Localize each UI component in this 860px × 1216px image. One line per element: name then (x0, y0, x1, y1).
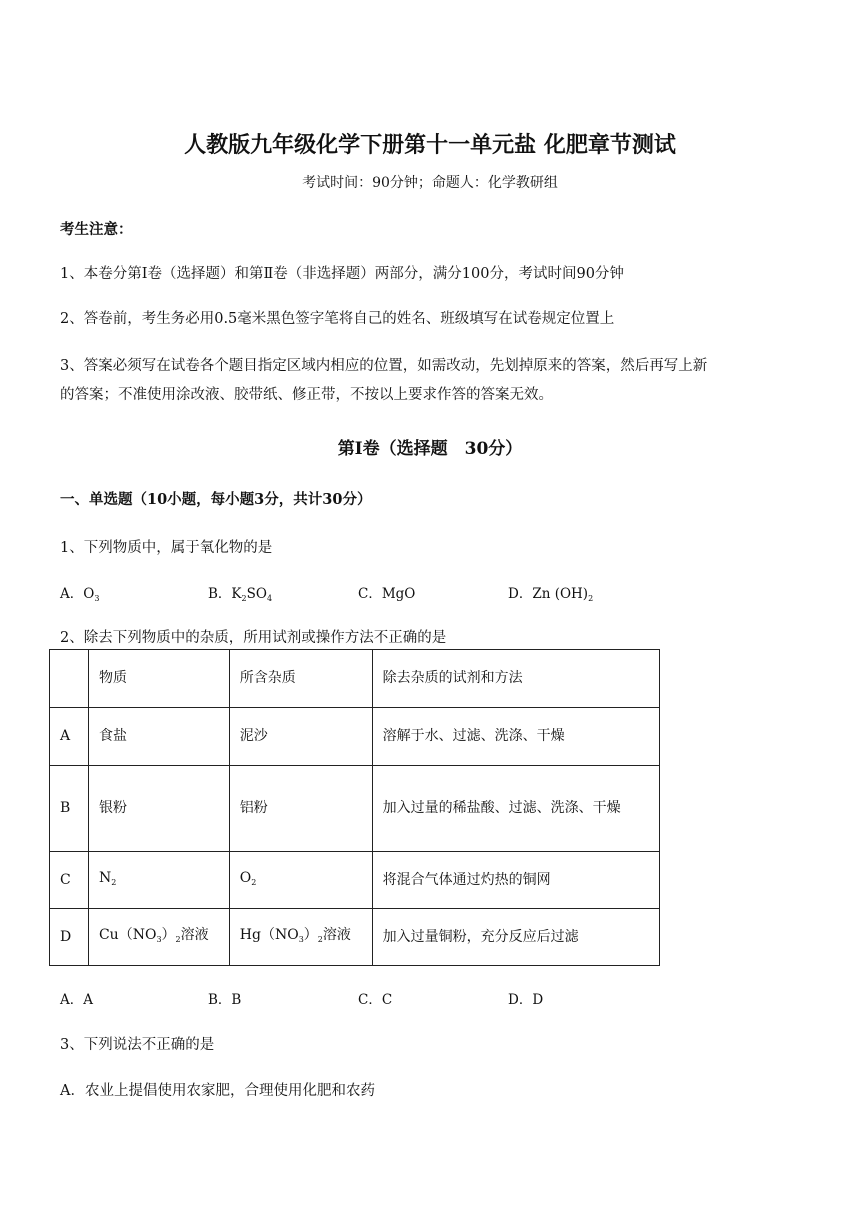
substance-cell: $N_2$ (88, 852, 229, 909)
table-header-cell: 除去杂质的试剂和方法 (372, 650, 659, 708)
q2-option-b: B．B (208, 992, 242, 1008)
question-2-stem: 2、除去下列物质中的杂质，所用试剂或操作方法不正确的是 (60, 630, 447, 646)
substance-cell: 食盐 (88, 708, 229, 766)
q1-option-b: B．$K_2SO_4$ (208, 586, 273, 603)
page-title: 人教版九年级化学下册第十一单元盐 化肥章节测试 (184, 132, 676, 158)
notice-item-2: 2、答卷前，考生务必用0.5毫米黑色签字笔将自己的姓名、班级填写在试卷规定位置上 (60, 311, 615, 327)
table-row (50, 852, 660, 909)
row-key: D (50, 909, 89, 966)
q2-option-d: D．D (508, 992, 544, 1008)
impurity-cell: 泥沙 (229, 708, 372, 766)
notice-heading: 考生注意： (60, 221, 133, 238)
impurity-cell: $O_2$ (229, 852, 372, 909)
notice-item-3: 3、答案必须写在试卷各个题目指定区域内相应的位置，如需改动，先划掉原来的答案，然后再写上新 (60, 358, 708, 374)
method-cell: 溶解于水、过滤、洗涤、干燥 (372, 708, 659, 766)
q3-option-a: A．农业上提倡使用农家肥，合理使用化肥和农药 (60, 1083, 375, 1099)
row-key: A (50, 708, 89, 766)
method-cell: 加入过量的稀盐酸、过滤、洗涤、干燥 (372, 766, 659, 852)
table-row (50, 909, 660, 966)
impurity-cell: $Hg(NO_3)_2$溶液 (229, 909, 372, 966)
table-header-cell: 所含杂质 (229, 650, 372, 708)
table-row (50, 708, 660, 766)
substance-cell: 银粉 (88, 766, 229, 852)
notice-item-1: 1、本卷分第I卷（选择题）和第Ⅱ卷（非选择题）两部分，满分100分，考试时间90分钟 (60, 266, 624, 282)
impurity-table (49, 649, 660, 966)
substance-cell: $Cu(NO_3)_2$溶液 (88, 909, 229, 966)
q2-option-a: A．A (60, 992, 93, 1008)
q1-option-c: C．MgO (358, 586, 416, 602)
exam-info: 考试时间：90分钟；命题人：化学教研组 (302, 175, 558, 191)
table-header-cell (50, 650, 89, 708)
q1-option-d: D．Zn $(OH)_2$ (508, 586, 594, 603)
section-title: 第I卷（选择题 30分） (337, 439, 523, 459)
method-cell: 将混合气体通过灼热的铜网 (372, 852, 659, 909)
table-header-cell: 物质 (88, 650, 229, 708)
question-1-stem: 1、下列物质中，属于氧化物的是 (60, 540, 273, 556)
notice-item-3-cont: 的答案；不准使用涂改液、胶带纸、修正带，不按以上要求作答的答案无效。 (60, 387, 553, 403)
row-key: B (50, 766, 89, 852)
question-3-stem: 3、下列说法不正确的是 (60, 1037, 215, 1053)
table-row (50, 766, 660, 852)
part-heading: 一、单选题（10小题，每小题3分，共计30分） (60, 491, 372, 508)
method-cell: 加入过量铜粉，充分反应后过滤 (372, 909, 659, 966)
impurity-cell: 铝粉 (229, 766, 372, 852)
q2-option-c: C．C (358, 992, 393, 1008)
q1-option-a: A．$O_3$ (60, 586, 100, 603)
row-key: C (50, 852, 89, 909)
table-header-row (50, 650, 660, 708)
